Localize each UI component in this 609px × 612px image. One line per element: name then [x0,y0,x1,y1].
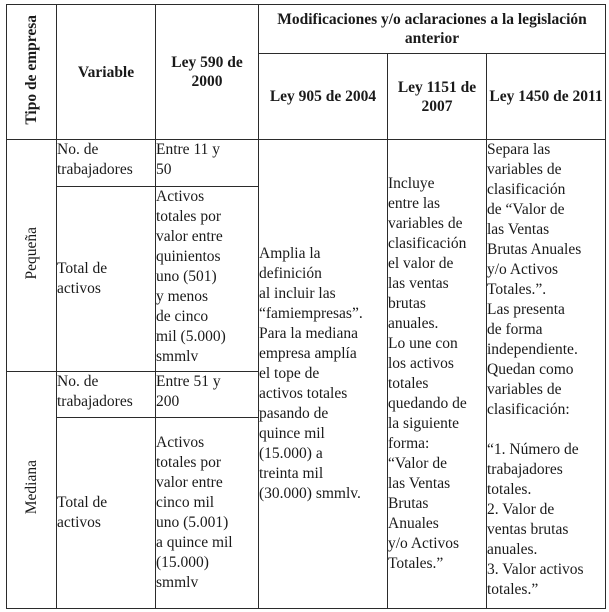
tipo-pequena-label: Pequeña [22,226,40,280]
ley-905-description: Amplia la definición al incluir las “famiempresas”. Para la mediana empresa amplía el tope de activos totales pasando de quince mil (15.000) a treinta mil (30.000) smmlv. [259,140,388,609]
header-tipo-empresa [7,5,57,140]
header-tipo-empresa-label: Tipo de empresa [22,14,40,125]
header-ley-590: Ley 590 de 2000 [156,5,259,140]
tipo-pequena [7,140,57,372]
pequena-trabajadores-ley590: Entre 11 y 50 [156,140,259,187]
legislation-table [6,4,606,609]
header-ley-1450: Ley 1450 de 2011 [487,54,606,140]
ley-1450-description: Separa las variables de clasificación de “Valor de las Ventas Brutas Anuales y/o Activos Totales.”. Las presenta de forma independiente. Quedan como variables de clasificación: “1. Número de trabajadores totales. 2. Valor de ventas brutas anuales. 3. Valor activos totales.” [487,140,606,609]
pequena-activos-label: Total de activos [57,187,156,372]
tipo-mediana-label: Mediana [22,460,40,515]
mediana-activos-label: Total de activos [57,418,156,609]
header-modificaciones: Modificaciones y/o aclaraciones a la legislación anterior [259,5,606,54]
pequena-trabajadores-label: No. de trabajadores [57,140,156,187]
pequena-activos-ley590: Activos totales por valor entre quinientos uno (501) y menos de cinco mil (5.000) smmlv [156,187,259,372]
header-ley-1151: Ley 1151 de 2007 [388,54,487,140]
header-ley-905: Ley 905 de 2004 [259,54,388,140]
mediana-trabajadores-label: No. de trabajadores [57,372,156,418]
mediana-trabajadores-ley590: Entre 51 y 200 [156,372,259,418]
tipo-mediana [7,372,57,609]
ley-1151-description: Incluye entre las variables de clasificación el valor de las ventas brutas anuales. Lo une con los activos totales quedando de la siguiente forma: “Valor de las Ventas Brutas Anuales y/o Activos Totales.” [388,140,487,609]
header-variable: Variable [57,5,156,140]
mediana-activos-ley590: Activos totales por valor entre cinco mil uno (5.001) a quince mil (15.000) smmlv [156,418,259,609]
